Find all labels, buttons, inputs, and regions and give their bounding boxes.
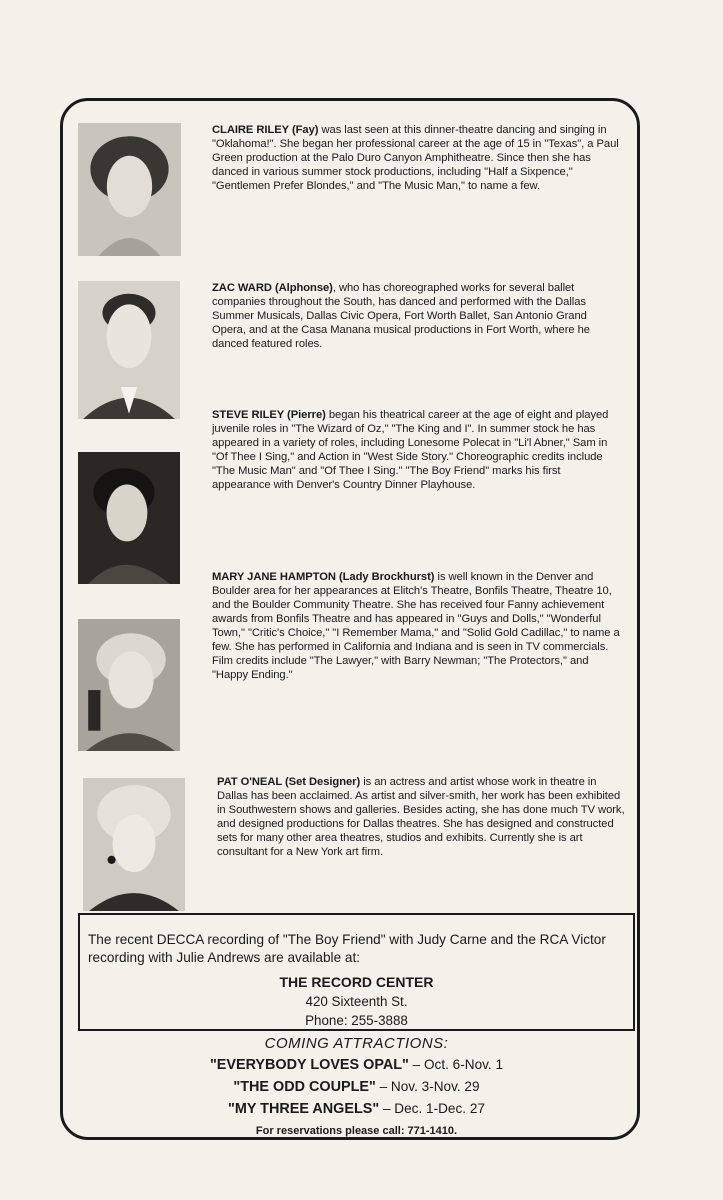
- headshot-pat-oneal: [83, 778, 185, 911]
- bio-text: [217, 775, 625, 859]
- record-availability-box: [78, 913, 635, 1031]
- bio-description: began his theatrical career at the age of eight and played juvenile roles in "The Wizard of Oz," "The King and I". In summer stock he has appeared in a variety of roles, including Lonesome Polecat in "Li'l Abner," Sam in "Of Thee I Sing," and Action in "West Side Story." Choreographic credits include "The Music Man" and "Of Thee I Sing." "The Boy Friend" marks his first appearance with Denver's Country Dinner Playhouse.: [212, 409, 609, 491]
- attractions-heading: COMING ATTRACTIONS:: [264, 1035, 449, 1052]
- record-intro: The recent DECCA recording of "The Boy Friend" with Judy Carne and the RCA Victor recording with Julie Andrews are available at:: [88, 932, 606, 965]
- attraction-item: [78, 1098, 635, 1120]
- reservations-line: For reservations please call: 771-1410.: [255, 1125, 458, 1137]
- attraction-item: [78, 1076, 635, 1098]
- attraction-dates: – Nov. 3-Nov. 29: [375, 1079, 480, 1094]
- bio-name: PAT O'NEAL (Set Designer): [217, 776, 361, 788]
- coming-attractions: [78, 1034, 635, 1140]
- bio-description: is well known in the Denver and Boulder area for her appearances at Elitch's Theatre, Bonfils Theatre, Theatre 10, and the Boulder Community Theatre. She has received four Fanny achievement awards from Bonfils Theatre and has appeared in "Guys and Dolls," "Wonderful Town," "Critic's Choice," "I Remember Mama," and "Solid Gold Cadillac," to name a few. She has performed in California and Indiana and is seen in TV commercials. Film credits include "The Lawyer," with Barry Newman; "The Protectors," and "Happy Ending.": [212, 571, 620, 681]
- bio-text: [212, 281, 620, 351]
- bio-name: CLAIRE RILEY (Fay): [212, 124, 319, 136]
- bio-name: ZAC WARD (Alphonse): [212, 282, 333, 294]
- headshot-claire-riley: [78, 123, 181, 256]
- bio-text: [212, 570, 620, 682]
- record-store-name: THE RECORD CENTER: [279, 974, 434, 990]
- attraction-title: "MY THREE ANGELS": [228, 1101, 380, 1117]
- attraction-title: "EVERYBODY LOVES OPAL": [209, 1057, 409, 1073]
- attraction-dates: – Oct. 6-Nov. 1: [408, 1057, 504, 1072]
- bio-text: [212, 408, 620, 492]
- bio-description: is an actress and artist whose work in theatre in Dallas has been acclaimed. As artist and silver-smith, her work has been exhibited in Southwestern shows and galleries. Besides acting, she has done much TV work, and designed productions for Dallas theatres. She has designed and constructed sets for many other area theatres, studios and exhibits. Currently she is art consultant for a New York art firm.: [217, 776, 625, 858]
- bio-description: , who has choreographed works for several ballet companies throughout the South, has danced and performed with the Dallas Summer Musicals, Dallas Civic Opera, Fort Worth Ballet, San Antonio Grand Opera, and at the Casa Manana musical productions in Fort Worth, where he danced featured roles.: [212, 282, 590, 350]
- record-store-address: 420 Sixteenth St.: [305, 994, 408, 1009]
- bio-description: was last seen at this dinner-theatre dancing and singing in "Oklahoma!". She began her professional career at the age of 15 in "Texas", a Paul Green production at the Palo Duro Canyon Amphitheatre. Since then she has danced in various summer stock productions, including "Half a Sixpence," "Gentlemen Prefer Blondes," and "The Music Man," to name a few.: [212, 124, 619, 192]
- attraction-dates: – Dec. 1-Dec. 27: [379, 1101, 485, 1116]
- record-store: [80, 973, 633, 1030]
- headshot-mary-jane-hampton: [78, 619, 180, 751]
- headshot-zac-ward: [78, 281, 180, 419]
- record-store-phone: Phone: 255-3888: [305, 1013, 408, 1028]
- bio-name: STEVE RILEY (Pierre): [212, 409, 326, 421]
- bio-name: MARY JANE HAMPTON (Lady Brockhurst): [212, 571, 435, 583]
- attraction-item: [78, 1054, 635, 1076]
- bio-text: [212, 123, 620, 193]
- headshot-steve-riley: [78, 452, 180, 584]
- attraction-title: "THE ODD COUPLE": [233, 1079, 376, 1095]
